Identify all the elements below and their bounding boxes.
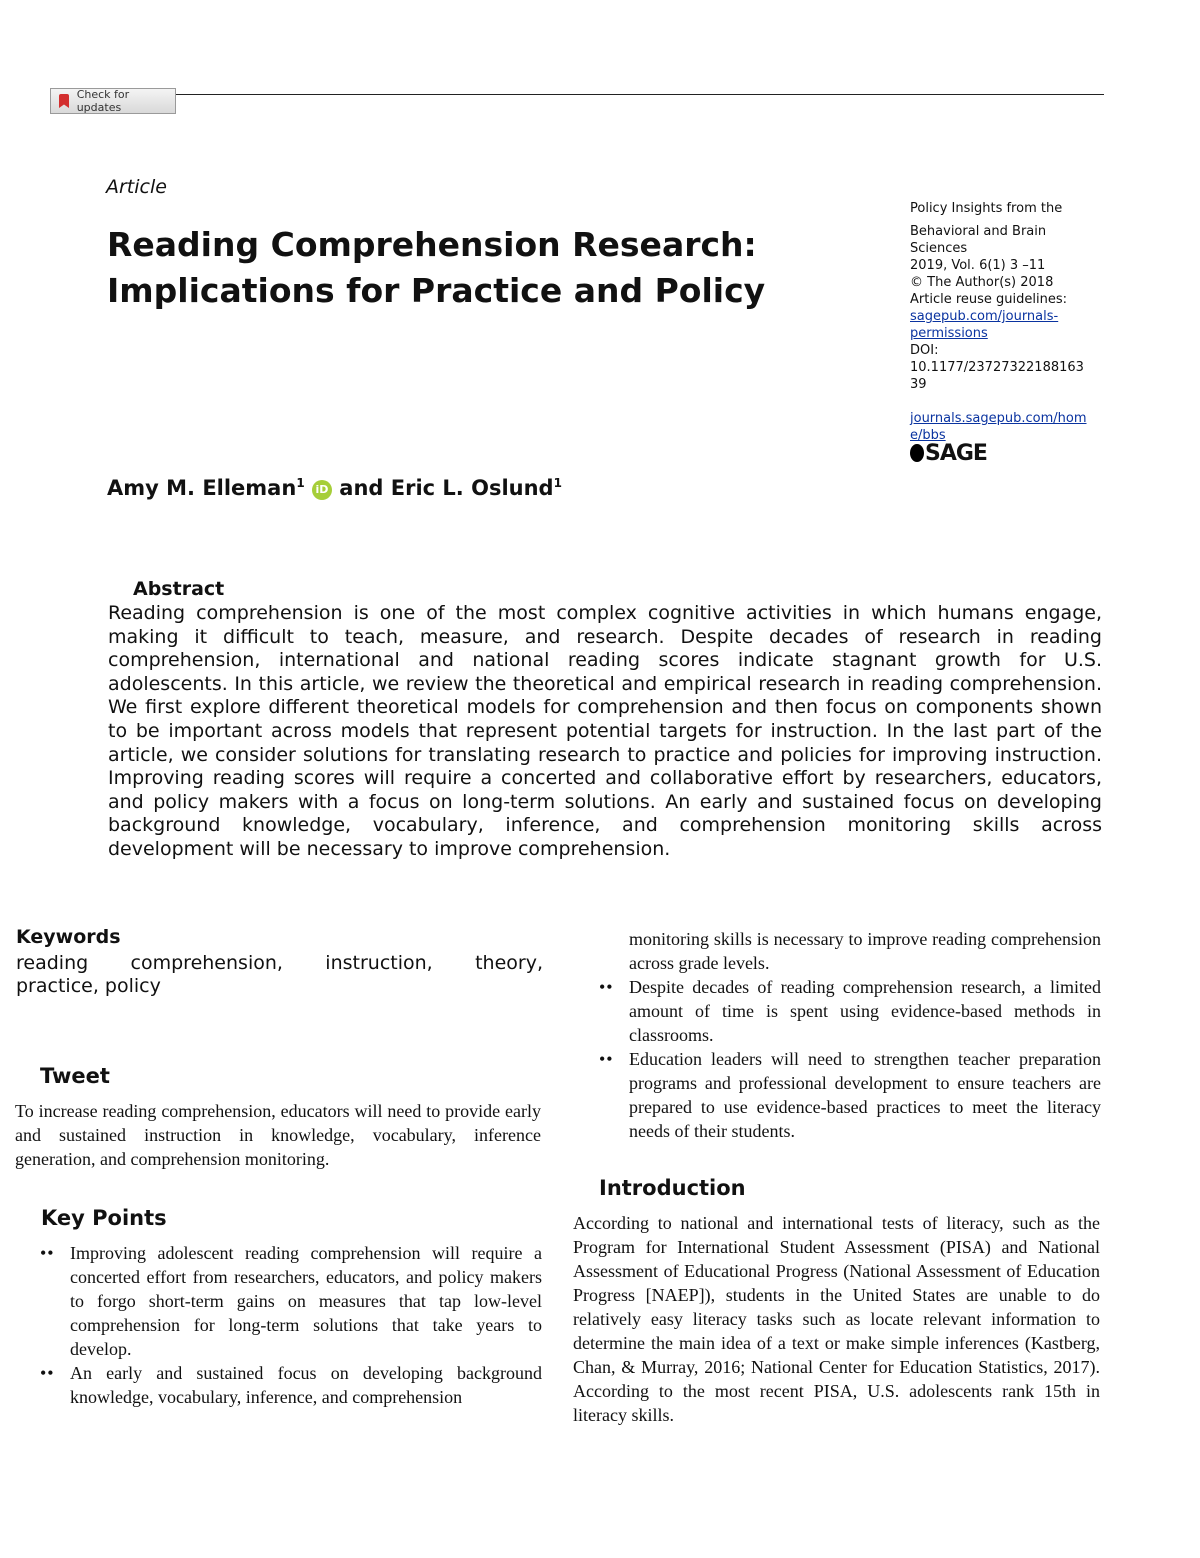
doi-label: DOI: — [910, 343, 939, 358]
bookmark-icon — [57, 94, 71, 108]
sage-logo-text: SAGE — [925, 440, 987, 466]
doi-line-2: 39 — [910, 377, 927, 392]
journal-home-link[interactable] — [910, 410, 1110, 444]
journal-name-line-2: Behavioral and Brain — [910, 224, 1047, 239]
introduction-text: According to national and international tests of literacy, such as the Program for International Student Assessment (PISA) and National Assessment of Educational Progress (National Assessment of Education Progress [NAEP]), students in the United States are unable to do relatively easy literacy tasks such as locate relevant information to determine the main idea of a text or make simple inferences (Kastberg, Chan, & Murray, 2016; National Center for Education Statistics, 2017). According to the most recent PISA, U.S. adolescents rank 15th in literacy skills. — [573, 1213, 1100, 1425]
author-2: and Eric L. Oslund — [339, 476, 554, 500]
copyright: © The Author(s) 2018 — [910, 275, 1054, 290]
title-line-2: Implications for Practice and Policy — [107, 271, 766, 310]
list-item — [40, 1241, 542, 1361]
list-item — [599, 975, 1101, 1047]
home-link-line-2: e/bbs — [910, 428, 946, 443]
key-point-text: Education leaders will need to strengthen teacher preparation programs and professional development to ensure teachers are prepared to use evidence-based practices to meet the literacy needs of their students. — [629, 1049, 1101, 1141]
header-rule — [176, 94, 1104, 95]
author-2-affiliation: 1 — [553, 476, 562, 490]
list-item — [40, 1361, 542, 1409]
key-points-heading: Key Points — [41, 1206, 167, 1230]
journal-info — [910, 200, 1110, 466]
author-line — [107, 476, 562, 500]
reuse-label: Article reuse guidelines: — [910, 292, 1068, 307]
keywords-line-2: practice, policy — [16, 975, 161, 997]
key-point-text: Improving adolescent reading comprehension will require a concerted effort from researchers, educators, and policy makers to forgo short-term gains on measures that tap low-level comprehension for long-term solutions that take years to develop. — [70, 1243, 542, 1359]
article-title — [107, 222, 867, 314]
key-point-text: Despite decades of reading comprehension research, a limited amount of time is spent using evidence-based methods in classrooms. — [629, 977, 1101, 1045]
bullet: •• — [599, 977, 614, 997]
article-type-label: Article — [106, 176, 167, 198]
author-1-affiliation: 1 — [296, 476, 305, 490]
journal-volume: 2019, Vol. 6(1) 3 –11 — [910, 258, 1046, 273]
keywords-heading: Keywords — [16, 926, 121, 948]
check-for-updates-button[interactable] — [50, 88, 176, 114]
key-point-continued: monitoring skills is necessary to improve reading comprehension across grade levels. — [629, 929, 1101, 973]
author-1: Amy M. Elleman — [107, 476, 297, 500]
tweet-heading: Tweet — [40, 1064, 110, 1088]
reuse-link-line-2: permissions — [910, 326, 988, 341]
sage-logo — [910, 440, 1110, 466]
bullet: •• — [40, 1243, 55, 1263]
key-points-list — [40, 1241, 542, 1409]
key-points-right-column — [599, 927, 1101, 1143]
reuse-link[interactable] — [910, 308, 1110, 342]
abstract-heading: Abstract — [133, 578, 225, 600]
reuse-link-line-1: sagepub.com/journals- — [910, 309, 1059, 324]
key-point-text: An early and sustained focus on developing background knowledge, vocabulary, inference, and comprehension — [70, 1363, 542, 1407]
key-points-list-continued — [599, 975, 1101, 1143]
journal-name-line-1: Policy Insights from the — [910, 201, 1063, 216]
doi-line-1: 10.1177/23727322188163 — [910, 360, 1084, 375]
tweet-text: To increase reading comprehension, educators will need to provide early and sustained instruction in knowledge, vocabulary, inference generation, and comprehension monitoring. — [15, 1101, 541, 1169]
title-line-1: Reading Comprehension Research: — [107, 225, 757, 264]
keywords-list — [16, 952, 543, 998]
introduction-heading: Introduction — [599, 1176, 746, 1200]
journal-name-line-3: Sciences — [910, 241, 968, 256]
check-for-updates-label: Check for updates — [76, 88, 130, 114]
home-link-line-1: journals.sagepub.com/hom — [910, 411, 1087, 426]
list-item — [599, 1047, 1101, 1143]
keywords-line-1: reading comprehension, instruction, theory, — [16, 952, 543, 974]
sage-logo-icon — [910, 444, 924, 462]
bullet: •• — [599, 1049, 614, 1069]
abstract-text: Reading comprehension is one of the most complex cognitive activities in which humans engage, making it difficult to teach, measure, and research. Despite decades of research in reading comprehension, international and national reading scores indicate stagnant growth for U.S. adolescents. In this article, we review the theoretical and empirical research in reading comprehension. We first explore different theoretical models for comprehension and then focus on components shown to be important across models that represent potential targets for instruction. In the last part of the article, we consider solutions for translating research to practice and policies for improving instruction. Improving reading scores will require a concerted and collaborative effort by researchers, educators, and policy makers with a focus on long-term solutions. An early and sustained focus on developing background knowledge, vocabulary, inference, and comprehension monitoring skills across development will be necessary to improve comprehension. — [108, 602, 1102, 860]
bullet: •• — [40, 1363, 55, 1383]
orcid-icon[interactable]: iD — [312, 480, 332, 500]
